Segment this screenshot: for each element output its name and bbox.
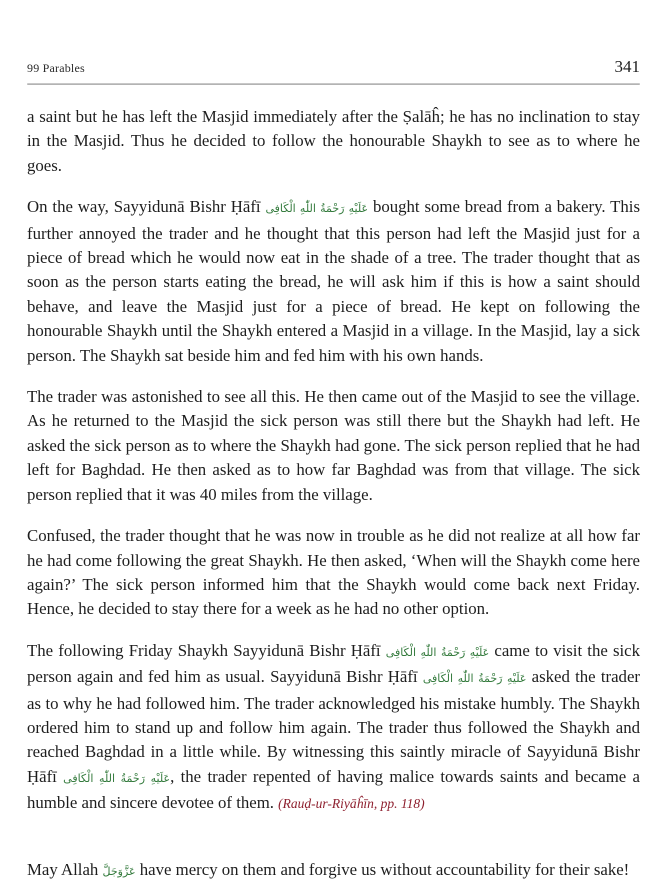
body-text-run: May Allah (27, 859, 103, 879)
body-text-run: , the trader repented of having malice towards saints and became a humble and sincere devotee of them. (27, 766, 640, 813)
running-title: 99 Parables (27, 61, 85, 75)
arabic-honorific: عَلَيْهِ رَحْمَةُ اللّٰهِ الْكَافِى (63, 771, 171, 785)
arabic-honorific: عَلَيْهِ رَحْمَةُ اللّٰهِ الْكَافِى (265, 202, 369, 216)
body-text-run: bought some bread from a bakery. This further annoyed the trader and he thought that this person had left the Masjid just for a piece of bread which he would now eat in the shade of a tree. The trader thought that as soon as the person starts eating the bread, he will ask him if this is how a saint should behave, and leave the Masjid just for a piece of bread. He kept on following the honourable Shaykh until the Shaykh entered a Masjid in a village. In the Masjid, lay a sick person. The Shaykh sat beside him and fed him with his own hands. (27, 197, 640, 365)
body-text-run: a saint but he has left the Masjid immediately after the Ṣalāĥ; he has no inclination to stay in the Masjid. Thus he decided to follow the honourable Shaykh to see as to where he goes. (27, 107, 640, 175)
body-text-run: The trader was astonished to see all this. He then came out of the Masjid to see the village. As he returned to the Masjid the sick person was still there but the Shaykh had left. He asked the sick person as to where the Shaykh had gone. The sick person replied that he had left for Baghdad. He then asked as to how far Baghdad was from that village. The sick person replied that it was 40 miles from the village. (27, 387, 640, 504)
page-body (27, 105, 640, 880)
body-text-run: The following Friday Shaykh Sayyidunā Bishr Ḥāfī (27, 640, 386, 660)
body-text-run: asked the trader as to why he had followed him. The trader acknowledged his mistake humbly. The Shaykh ordered him to stand up and follow him again. The trader thus followed the Shaykh and reached Baghdad in a little while. By witnessing this saintly miracle of Sayyidunā Bishr Ḥāfī (27, 667, 640, 786)
paragraph (27, 105, 640, 178)
paragraph (27, 195, 640, 368)
body-text-run: On the way, Sayyidunā Bishr Ḥāfī (27, 197, 266, 217)
page-number: 341 (614, 57, 640, 76)
citation-reference: (Rauḍ-ur-Riyāĥīn, pp. 118) (278, 796, 425, 812)
page-header (27, 57, 640, 77)
body-text-run: have mercy on them and forgive us without accountability for their sake! (135, 859, 630, 879)
body-text-run: Confused, the trader thought that he was now in trouble as he did not realize at all how far he had come following the great Shaykh. He then asked, ‘When will the Shaykh come here again?’ The sick person informed him that the Shaykh would come back next Friday. Hence, he decided to stay there for a week as he had no other option. (27, 526, 640, 619)
paragraph (27, 639, 640, 817)
paragraph (27, 858, 640, 880)
arabic-honorific: عَزَّوَجَلَّ (102, 864, 136, 878)
header-rule (27, 83, 640, 85)
paragraph (27, 524, 640, 622)
paragraph (27, 385, 640, 507)
arabic-honorific: عَلَيْهِ رَحْمَةُ اللّٰهِ الْكَافِى (385, 645, 490, 659)
body-text-run: came to visit the sick person again and fed him as usual. Sayyidunā Bishr Ḥāfī (27, 640, 640, 687)
arabic-honorific: عَلَيْهِ رَحْمَةُ اللّٰهِ الْكَافِى (422, 672, 527, 686)
